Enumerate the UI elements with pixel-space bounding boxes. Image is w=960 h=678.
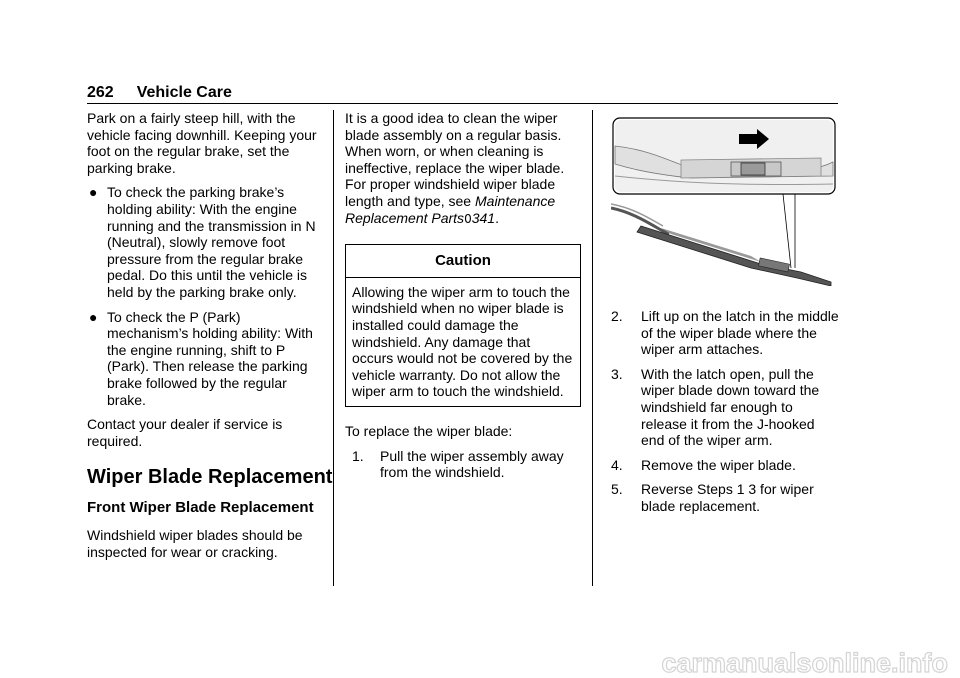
clean-paragraph: It is a good idea to clean the wiper blade assembly on a regular basis. When worn, or when cleaning is ineffective, replace the wiper blade. For proper windshield wiper blade length and type, see Maintenance Replacement Parts0341. <box>345 110 565 226</box>
step-item <box>611 457 839 474</box>
step-item <box>611 308 839 358</box>
bullet-item <box>87 309 325 409</box>
inspect-paragraph: Windshield wiper blades should be inspected for wear or cracking. <box>87 527 303 560</box>
page-number: 262 <box>87 84 114 101</box>
watermark <box>0 650 960 678</box>
subsection-heading: Front Wiper Blade Replacement <box>87 499 314 517</box>
column-middle <box>345 110 581 489</box>
bullet-text: To check the parking brake’s holding ability: With the engine running and the transmission in N (Neutral), slowly remove foot pressure from the regular brake pedal. Do this until the vehicle is held by the parking brake only. <box>107 184 316 300</box>
caution-title: Caution <box>346 245 580 278</box>
step-item <box>611 481 839 514</box>
column-left <box>87 110 333 568</box>
column-divider <box>592 110 593 586</box>
caution-box <box>345 244 581 407</box>
page-ref-icon: 0 <box>464 211 472 226</box>
caution-body: Allowing the wiper arm to touch the windshield when no wiper blade is installed could damage the windshield. Any damage that occurs would not be covered by the vehicle warranty. Do not allow the wiper arm to touch the windshield. <box>352 283 573 400</box>
page-header <box>87 84 232 102</box>
step-item <box>345 448 581 481</box>
bullet-icon: ● <box>89 184 98 201</box>
section-heading: Wiper Blade Replacement <box>87 466 333 489</box>
step-number: 2. <box>611 308 623 324</box>
header-rule <box>87 103 838 104</box>
maintenance-link[interactable]: Maintenance Replacement Parts <box>345 192 556 226</box>
step-text: Pull the wiper assembly away from the windshield. <box>380 447 564 481</box>
wiper-latch-illustration <box>611 116 839 286</box>
step-number: 1. <box>352 447 364 464</box>
to-replace-label: To replace the wiper blade: <box>345 422 513 439</box>
step-number: 5. <box>611 481 623 498</box>
bullet-text: To check the P (Park) mechanism’s holding ability: With the engine running, shift to P (Park). Then release the parking brake followed by the regular brake. <box>107 308 313 408</box>
column-right <box>611 308 839 523</box>
contact-paragraph: Contact your dealer if service is required. <box>87 416 283 449</box>
section-title: Vehicle Care <box>136 84 232 101</box>
step-item <box>611 366 839 449</box>
step-text: Reverse Steps 1 3 for wiper blade replacement. <box>641 481 814 514</box>
watermark-text: carmanualsonline.info <box>661 650 948 678</box>
bullet-icon: ● <box>89 308 98 325</box>
step-text: Lift up on the latch in the middle of the wiper blade where the wiper arm attaches. <box>641 308 839 358</box>
page-ref-number[interactable]: 341 <box>471 209 496 226</box>
column-divider <box>333 110 334 586</box>
step-number: 3. <box>611 365 623 382</box>
intro-paragraph: Park on a fairly steep hill, with the vehicle facing downhill. Keeping your foot on the regular brake, set the parking brake. <box>87 110 317 176</box>
step-text: With the latch open, pull the wiper blade down toward the windshield far enough to release it from the J-hooked end of the wiper arm. <box>641 365 820 449</box>
step-text: Remove the wiper blade. <box>641 456 796 473</box>
wiper-blade <box>637 226 831 286</box>
bullet-item <box>87 184 325 300</box>
step-number: 4. <box>611 456 623 473</box>
